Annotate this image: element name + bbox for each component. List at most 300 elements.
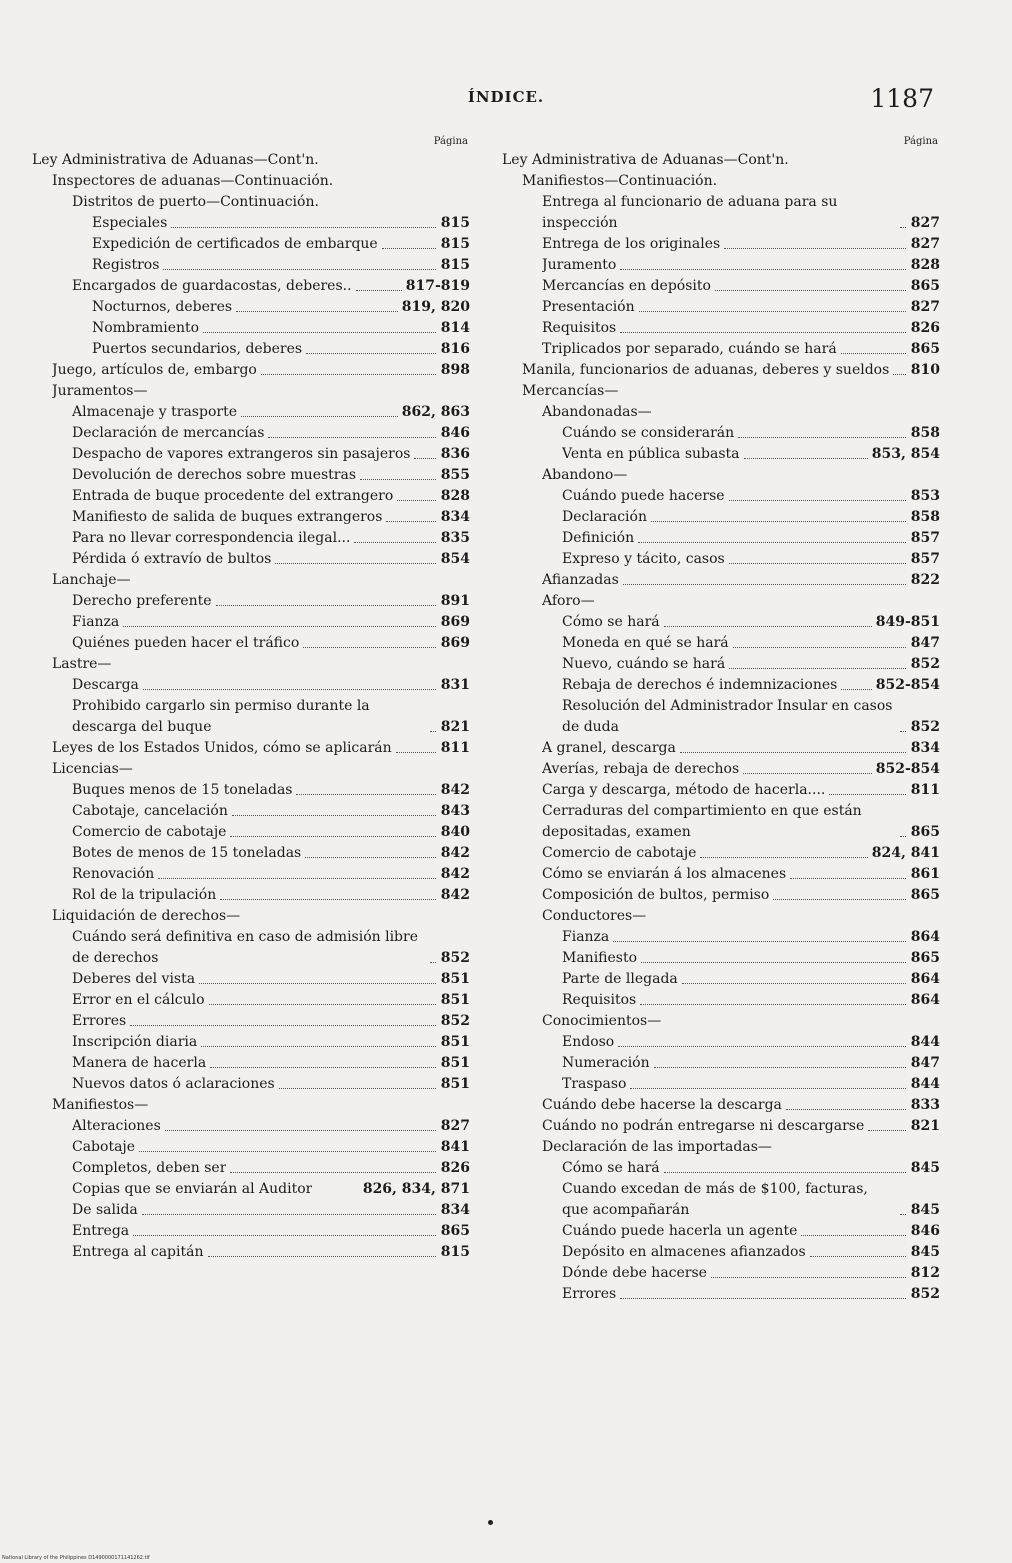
entry-text: Comercio de cabotaje [72, 824, 227, 840]
entry-text: Entrega de los originales [542, 236, 721, 252]
entry-text: Completos, deben ser [72, 1160, 227, 1176]
entry-page-ref: 815 [440, 236, 470, 252]
leader-dots [620, 269, 906, 270]
entry-page-ref: 840 [440, 824, 470, 840]
index-entry [32, 738, 470, 759]
entry-text: Dónde debe hacerse [562, 1265, 707, 1281]
leader-dots [241, 416, 398, 417]
entry-page-ref: 841 [440, 1139, 470, 1155]
index-entry [502, 486, 940, 507]
entry-text: Declaración [562, 509, 647, 525]
index-entry [502, 1284, 940, 1305]
index-entry [502, 171, 940, 192]
entry-text: Parte de llegada [562, 971, 678, 987]
leader-dots [165, 1130, 436, 1131]
leader-dots [700, 857, 867, 858]
entry-page-ref: 844 [910, 1034, 940, 1050]
entry-text: Entrega al capitán [72, 1244, 204, 1260]
index-entry [502, 1179, 940, 1221]
leader-dots [786, 1109, 906, 1110]
entry-page-ref: 869 [440, 635, 470, 651]
index-entry [502, 1011, 940, 1032]
leader-dots [430, 962, 436, 963]
entry-text: Leyes de los Estados Unidos, cómo se aplicarán [52, 740, 392, 756]
entry-text: A granel, descarga [542, 740, 676, 756]
entry-page-ref: 821 [910, 1118, 940, 1134]
index-entry [32, 360, 470, 381]
index-entry [502, 591, 940, 612]
index-entry [32, 528, 470, 549]
entry-page-ref: 847 [910, 1055, 940, 1071]
index-entry [32, 1137, 470, 1158]
left-index-column [32, 136, 470, 1263]
leader-dots [268, 437, 436, 438]
index-entry [32, 318, 470, 339]
leader-dots [715, 290, 906, 291]
index-entry [32, 486, 470, 507]
entry-text: Averías, rebaja de derechos [542, 761, 740, 777]
leader-dots [744, 458, 868, 459]
leader-dots [738, 437, 906, 438]
entry-page-ref: 851 [440, 1076, 470, 1092]
entry-page-ref: 811 [440, 740, 470, 756]
entry-text: Fianza [562, 929, 610, 945]
leader-dots [232, 815, 436, 816]
entry-page-ref: 853, 854 [871, 446, 940, 462]
index-entry [502, 1137, 940, 1158]
leader-dots [382, 248, 436, 249]
entry-text: Cómo se enviarán á los almacenes [542, 866, 787, 882]
index-entry [32, 822, 470, 843]
entry-text: Manila, funcionarios de aduanas, deberes y sueldos [522, 362, 890, 378]
entry-text: Entrega al funcionario de aduana para su inspección [542, 194, 838, 231]
entry-text: Nombramiento [92, 320, 200, 336]
entry-page-ref: 858 [910, 425, 940, 441]
leader-dots [773, 899, 906, 900]
index-entry [502, 843, 940, 864]
index-entry [32, 465, 470, 486]
entry-text: Presentación [542, 299, 635, 315]
entry-page-ref: 826, 834, 871 [362, 1181, 470, 1197]
index-entry [32, 1221, 470, 1242]
entry-text: Para no llevar correspondencia ilegal... [72, 530, 351, 546]
entry-text: Manera de hacerla [72, 1055, 207, 1071]
entry-text: Alteraciones [72, 1118, 161, 1134]
index-entry [502, 906, 940, 927]
entry-text: Cuándo puede hacerla un agente [562, 1223, 798, 1239]
entry-text: Composición de bultos, permiso [542, 887, 770, 903]
leader-dots [743, 773, 872, 774]
entry-page-ref: 834 [440, 1202, 470, 1218]
index-entry [32, 759, 470, 780]
entry-page-ref: 864 [910, 929, 940, 945]
entry-text: Nocturnos, deberes [92, 299, 233, 315]
entry-page-ref: 861 [910, 866, 940, 882]
entry-text: Fianza [72, 614, 120, 630]
entry-text: Declaración de las importadas— [542, 1139, 772, 1155]
entry-page-ref: 898 [440, 362, 470, 378]
entry-text: Juramentos— [52, 383, 148, 399]
index-entry [502, 885, 940, 906]
entry-text: Despacho de vapores extrangeros sin pasajeros [72, 446, 411, 462]
entry-page-ref: 891 [440, 593, 470, 609]
index-entry [32, 1074, 470, 1095]
index-entry [502, 1263, 940, 1284]
entry-text: Cómo se hará [562, 1160, 660, 1176]
leader-dots [216, 605, 436, 606]
leader-dots [356, 290, 402, 291]
entry-page-ref: 815 [440, 1244, 470, 1260]
entry-page-ref: 845 [910, 1244, 940, 1260]
index-entry [502, 738, 940, 759]
entry-text: Pérdida ó extravío de bultos [72, 551, 272, 567]
leader-dots [900, 1214, 906, 1215]
index-entry [32, 780, 470, 801]
entry-page-ref: 843 [440, 803, 470, 819]
entry-text: Buques menos de 15 toneladas [72, 782, 293, 798]
leader-dots [729, 563, 906, 564]
leader-dots [639, 311, 906, 312]
leader-dots [841, 689, 871, 690]
entry-page-ref: 847 [910, 635, 940, 651]
entry-text: Quiénes pueden hacer el tráfico [72, 635, 300, 651]
index-entry [502, 402, 940, 423]
index-entry [502, 276, 940, 297]
entry-text: Errores [72, 1013, 127, 1029]
leader-dots [386, 521, 436, 522]
leader-dots [306, 353, 436, 354]
index-entry [502, 759, 940, 780]
index-entry [502, 1242, 940, 1263]
entry-page-ref: 827 [440, 1118, 470, 1134]
entry-page-ref: 828 [910, 257, 940, 273]
entry-page-ref: 852-854 [875, 761, 940, 777]
index-entry [502, 549, 940, 570]
leader-dots [618, 1046, 906, 1047]
index-entry [502, 654, 940, 675]
leader-dots [171, 227, 436, 228]
entry-page-ref: 851 [440, 1055, 470, 1071]
entry-text: Comercio de cabotaje [542, 845, 697, 861]
leader-dots [620, 1298, 906, 1299]
index-entry [32, 381, 470, 402]
entry-text: Inspectores de aduanas—Continuación. [52, 173, 334, 189]
entry-text: Lastre— [52, 656, 112, 672]
leader-dots [680, 752, 906, 753]
index-entry [502, 948, 940, 969]
page-number: 1187 [870, 84, 934, 113]
entry-page-ref: 865 [910, 887, 940, 903]
index-entry [502, 318, 940, 339]
entry-page-ref: 865 [440, 1223, 470, 1239]
leader-dots [623, 584, 906, 585]
leader-dots [829, 794, 906, 795]
index-entry [32, 1200, 470, 1221]
entry-page-ref: 865 [910, 824, 940, 840]
index-entry [502, 1074, 940, 1095]
index-entry [32, 633, 470, 654]
index-entry [32, 507, 470, 528]
index-entry [502, 1053, 940, 1074]
entry-page-ref: 845 [910, 1202, 940, 1218]
entry-text: Entrega [72, 1223, 130, 1239]
index-entry [502, 969, 940, 990]
leader-dots [139, 1151, 436, 1152]
index-entry [502, 339, 940, 360]
index-entry [32, 150, 470, 171]
leader-dots [729, 500, 906, 501]
index-entry [32, 297, 470, 318]
leader-dots [868, 1130, 906, 1131]
index-entry [32, 1179, 470, 1200]
entry-text: Derecho preferente [72, 593, 212, 609]
leader-dots [711, 1277, 906, 1278]
index-entry [32, 570, 470, 591]
entry-text: Nuevos datos ó aclaraciones [72, 1076, 275, 1092]
entry-page-ref: 852 [910, 656, 940, 672]
leader-dots [733, 647, 906, 648]
entry-text: Declaración de mercancías [72, 425, 265, 441]
entry-text: Cabotaje, cancelación [72, 803, 228, 819]
index-entry [502, 297, 940, 318]
index-entry [32, 843, 470, 864]
leader-dots [275, 563, 436, 564]
leader-dots [261, 374, 436, 375]
left-entry-list [32, 150, 470, 1263]
leader-dots [203, 332, 436, 333]
entry-page-ref: 826 [910, 320, 940, 336]
leader-dots [664, 1172, 906, 1173]
index-entry [32, 885, 470, 906]
leader-dots [209, 1004, 436, 1005]
leader-dots [199, 983, 436, 984]
leader-dots [230, 1172, 436, 1173]
leader-dots [682, 983, 906, 984]
entry-page-ref: 864 [910, 971, 940, 987]
entry-text: Liquidación de derechos— [52, 908, 241, 924]
leader-dots [396, 752, 436, 753]
index-entry [502, 990, 940, 1011]
entry-page-ref: 862, 863 [401, 404, 470, 420]
entry-text: Cuándo no podrán entregarse ni descargarse [542, 1118, 865, 1134]
entry-page-ref: 857 [910, 551, 940, 567]
index-entry [502, 780, 940, 801]
leader-dots [640, 1004, 906, 1005]
entry-text: Expreso y tácito, casos [562, 551, 725, 567]
leader-dots [664, 626, 872, 627]
entry-text: Requisitos [542, 320, 617, 336]
entry-text: Manifiesto de salida de buques extrangeros [72, 509, 383, 525]
index-entry [32, 171, 470, 192]
leader-dots [900, 731, 906, 732]
running-header: ÍNDICE. [467, 88, 545, 106]
leader-dots [801, 1235, 906, 1236]
leader-dots [210, 1067, 436, 1068]
pagina-label: Página [433, 136, 468, 147]
entry-page-ref: 821 [440, 719, 470, 735]
entry-text: Depósito en almacenes afianzados [562, 1244, 806, 1260]
index-entry [502, 1116, 940, 1137]
entry-text: Distritos de puerto—Continuación. [72, 194, 319, 210]
index-entry [502, 507, 940, 528]
entry-text: Mercancías en depósito [542, 278, 711, 294]
leader-dots [158, 878, 436, 879]
entry-page-ref: 811 [910, 782, 940, 798]
index-entry [502, 234, 940, 255]
entry-page-ref: 834 [910, 740, 940, 756]
entry-text: De salida [72, 1202, 138, 1218]
entry-page-ref: 844 [910, 1076, 940, 1092]
index-entry [32, 1095, 470, 1116]
entry-page-ref: 842 [440, 866, 470, 882]
entry-page-ref: 857 [910, 530, 940, 546]
entry-page-ref: 865 [910, 278, 940, 294]
leader-dots [790, 878, 906, 879]
entry-page-ref: 846 [910, 1223, 940, 1239]
entry-text: Copias que se enviarán al Auditor [72, 1181, 313, 1197]
entry-text: Definición [562, 530, 635, 546]
entry-text: Conocimientos— [542, 1013, 662, 1029]
entry-page-ref: 834 [440, 509, 470, 525]
leader-dots [613, 941, 906, 942]
entry-text: Devolución de derechos sobre muestras [72, 467, 357, 483]
leader-dots [296, 794, 436, 795]
index-entry [32, 1011, 470, 1032]
leader-dots [142, 1214, 436, 1215]
index-entry [32, 927, 470, 969]
entry-page-ref: 851 [440, 992, 470, 1008]
index-entry [32, 1158, 470, 1179]
entry-text: Numeración [562, 1055, 650, 1071]
entry-text: Almacenaje y trasporte [72, 404, 237, 420]
entry-text: Cuándo debe hacerse la descarga [542, 1097, 782, 1113]
entry-text: Cuando excedan de más de $100, facturas, que acompañarán [562, 1181, 868, 1218]
entry-page-ref: 819, 820 [401, 299, 470, 315]
pagina-label: Página [903, 136, 938, 147]
entry-page-ref: 864 [910, 992, 940, 1008]
ink-dot [488, 1520, 493, 1525]
entry-text: Inscripción diaria [72, 1034, 198, 1050]
entry-text: Botes de menos de 15 toneladas [72, 845, 302, 861]
leader-dots [900, 836, 906, 837]
entry-text: Cerraduras del compartimiento en que están depositadas, examen [542, 803, 862, 840]
index-entry [502, 528, 940, 549]
index-entry [32, 675, 470, 696]
entry-page-ref: 851 [440, 1034, 470, 1050]
entry-page-ref: 814 [440, 320, 470, 336]
entry-page-ref: 845 [910, 1160, 940, 1176]
leader-dots [208, 1256, 437, 1257]
index-entry [32, 255, 470, 276]
entry-text: Encargados de guardacostas, deberes.. [72, 278, 352, 294]
index-entry [502, 633, 940, 654]
leader-dots [305, 857, 436, 858]
index-entry [502, 381, 940, 402]
entry-page-ref: 842 [440, 782, 470, 798]
entry-text: Rol de la tripulación [72, 887, 217, 903]
entry-text: Renovación [72, 866, 155, 882]
entry-text: Afianzadas [542, 572, 619, 588]
entry-text: Manifiestos—Continuación. [522, 173, 718, 189]
entry-page-ref: 810 [910, 362, 940, 378]
index-entry [32, 990, 470, 1011]
entry-page-ref: 852-854 [875, 677, 940, 693]
index-entry [32, 549, 470, 570]
index-entry [32, 276, 470, 297]
entry-text: Moneda en qué se hará [562, 635, 729, 651]
entry-text: Deberes del vista [72, 971, 196, 987]
index-entry [32, 612, 470, 633]
entry-page-ref: 824, 841 [871, 845, 940, 861]
entry-text: Venta en pública subasta [562, 446, 740, 462]
leader-dots [354, 542, 436, 543]
leader-dots [220, 899, 436, 900]
entry-page-ref: 816 [440, 341, 470, 357]
entry-text: Requisitos [562, 992, 637, 1008]
index-entry [32, 654, 470, 675]
entry-text: Cuándo será definitiva en caso de admisión libre de derechos [72, 929, 418, 966]
entry-text: Aforo— [542, 593, 595, 609]
entry-text: Cuándo se considerarán [562, 425, 735, 441]
index-entry [32, 801, 470, 822]
index-entry [32, 234, 470, 255]
leader-dots [651, 521, 906, 522]
entry-text: Traspaso [562, 1076, 627, 1092]
index-entry [32, 696, 470, 738]
entry-page-ref: 851 [440, 971, 470, 987]
index-entry [32, 423, 470, 444]
entry-text: Licencias— [52, 761, 133, 777]
index-entry [32, 213, 470, 234]
entry-text: Triplicados por separado, cuándo se hará [542, 341, 837, 357]
entry-page-ref: 865 [910, 950, 940, 966]
leader-dots [201, 1046, 436, 1047]
index-entry [502, 801, 940, 843]
index-entry [502, 360, 940, 381]
index-entry [32, 402, 470, 423]
entry-text: Nuevo, cuándo se hará [562, 656, 726, 672]
right-entry-list [502, 150, 940, 1305]
index-entry [32, 339, 470, 360]
entry-text: Registros [92, 257, 160, 273]
entry-text: Puertos secundarios, deberes [92, 341, 303, 357]
entry-text: Resolución del Administrador Insular en casos de duda [562, 698, 893, 735]
index-entry [502, 423, 940, 444]
entry-page-ref: 858 [910, 509, 940, 525]
entry-text: Ley Administrativa de Aduanas—Cont'n. [32, 152, 319, 168]
leader-dots [397, 500, 436, 501]
entry-text: Especiales [92, 215, 168, 231]
index-entry [32, 906, 470, 927]
leader-dots [620, 332, 906, 333]
index-entry [502, 444, 940, 465]
entry-page-ref: 869 [440, 614, 470, 630]
entry-page-ref: 827 [910, 299, 940, 315]
entry-text: Ley Administrativa de Aduanas—Cont'n. [502, 152, 789, 168]
index-entry [502, 1095, 940, 1116]
index-entry [502, 696, 940, 738]
index-entry [502, 570, 940, 591]
leader-dots [900, 227, 906, 228]
leader-dots [123, 626, 436, 627]
scan-footer: National Library of the Philippines D1490000171141262.tif [2, 1555, 150, 1561]
index-entry [502, 150, 940, 171]
entry-text: Juego, artículos de, embargo [52, 362, 257, 378]
entry-page-ref: 833 [910, 1097, 940, 1113]
leader-dots [641, 962, 906, 963]
index-entry [502, 864, 940, 885]
index-entry [502, 192, 940, 234]
